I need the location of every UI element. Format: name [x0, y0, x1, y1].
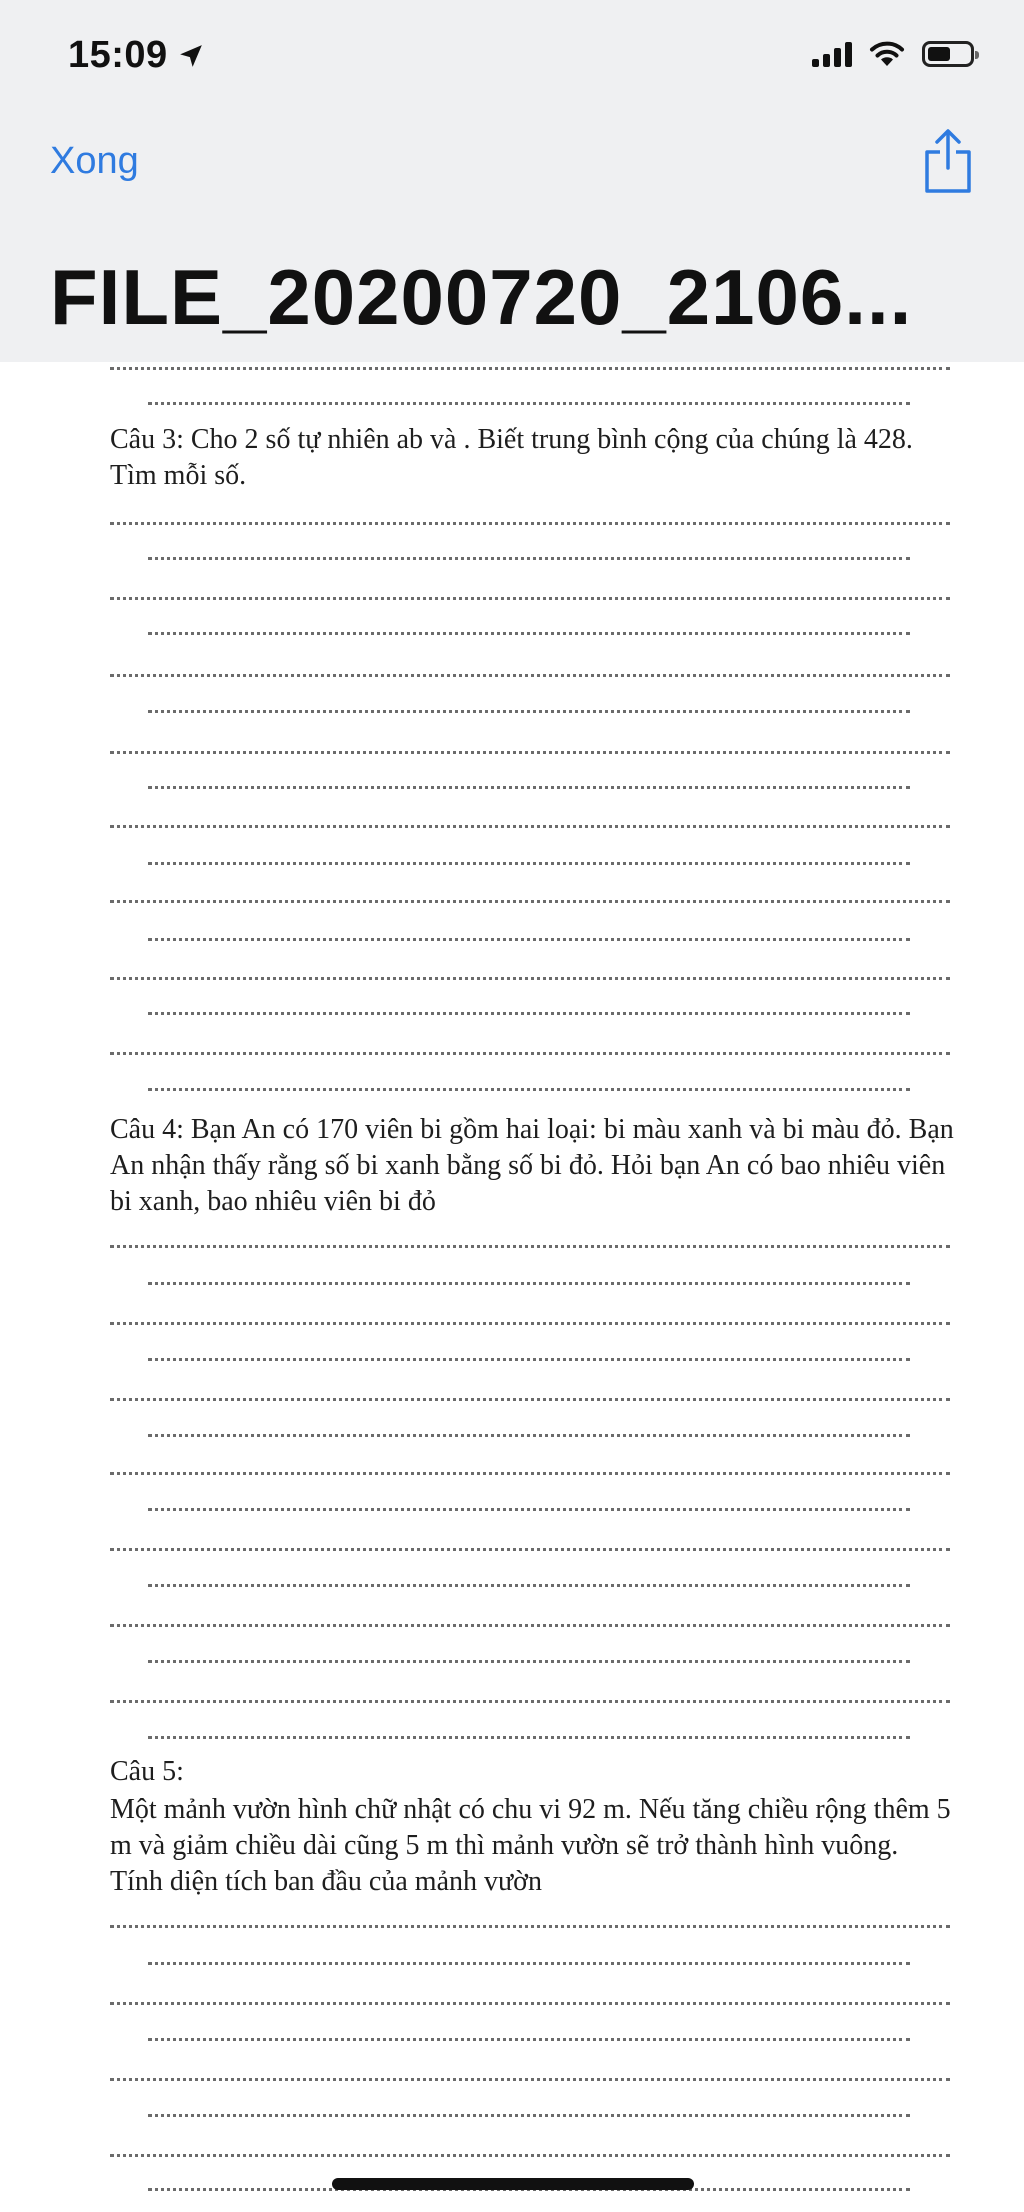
answer-line: [110, 597, 950, 600]
wifi-icon: [868, 40, 906, 68]
answer-line: [110, 367, 950, 370]
answer-line: [148, 2038, 910, 2041]
answer-line: [148, 1358, 910, 1361]
answer-line: [148, 1736, 910, 1739]
answer-line: [148, 1584, 910, 1587]
answer-line: [148, 1660, 910, 1663]
question-5-text: Một mảnh vườn hình chữ nhật có chu vi 92 m. Nếu tăng chiều rộng thêm 5 m và giảm chiều dài cũng 5 m thì mảnh vườn sẽ trở thành hình vuông. Tính diện tích ban đầu của mảnh vườn: [110, 1794, 951, 1897]
answer-line: [148, 1012, 910, 1015]
answer-line: [110, 1624, 950, 1627]
answer-line: [110, 2154, 950, 2157]
answer-line: [110, 751, 950, 754]
done-button[interactable]: Xong: [50, 140, 139, 182]
battery-icon: [922, 41, 974, 67]
share-icon[interactable]: [922, 128, 974, 194]
location-arrow-icon: [178, 43, 204, 69]
home-indicator[interactable]: [332, 2178, 694, 2190]
answer-line: [148, 1508, 910, 1511]
answer-line: [110, 1322, 950, 1325]
cellular-signal-icon: [812, 41, 852, 67]
answer-line: [148, 1962, 910, 1965]
answer-line: [148, 938, 910, 941]
status-icons: [812, 40, 974, 68]
answer-line: [110, 900, 950, 903]
status-time-text: 15:09: [68, 34, 168, 76]
answer-line: [110, 1398, 950, 1401]
answer-line: [148, 710, 910, 713]
answer-line: [110, 2078, 950, 2081]
answer-line: [110, 1700, 950, 1703]
answer-line: [110, 1245, 950, 1248]
answer-line: [148, 786, 910, 789]
answer-line: [148, 1434, 910, 1437]
answer-line: [148, 2114, 910, 2117]
answer-line: [148, 1282, 910, 1285]
document-page[interactable]: [0, 362, 1024, 2212]
question-4-text: Câu 4: Bạn An có 170 viên bi gồm hai loại: bi màu xanh và bi màu đỏ. Bạn An nhận thấy rằng số bi xanh bằng số bi đỏ. Hỏi bạn An có bao nhiêu viên bi xanh, bao nhiêu viên bi đỏ: [110, 1114, 954, 1217]
answer-line: [110, 1052, 950, 1055]
answer-line: [110, 825, 950, 828]
answer-line: [148, 1088, 910, 1091]
answer-line: [148, 402, 910, 405]
answer-line: [148, 632, 910, 635]
answer-line: [110, 522, 950, 525]
top-bar: [0, 0, 1024, 362]
document-title: FILE_20200720_2106...: [50, 253, 913, 341]
status-time: [68, 34, 204, 77]
question-5-label: Câu 5:: [110, 1756, 184, 1787]
answer-line: [110, 1472, 950, 1475]
answer-line: [148, 862, 910, 865]
answer-line: [110, 1548, 950, 1551]
answer-line: [148, 557, 910, 560]
answer-line: [110, 977, 950, 980]
answer-line: [110, 2002, 950, 2005]
answer-line: [110, 1925, 950, 1928]
question-3-text: Câu 3: Cho 2 số tự nhiên ab và . Biết trung bình cộng của chúng là 428. Tìm mỗi số.: [110, 424, 913, 491]
answer-line: [110, 674, 950, 677]
